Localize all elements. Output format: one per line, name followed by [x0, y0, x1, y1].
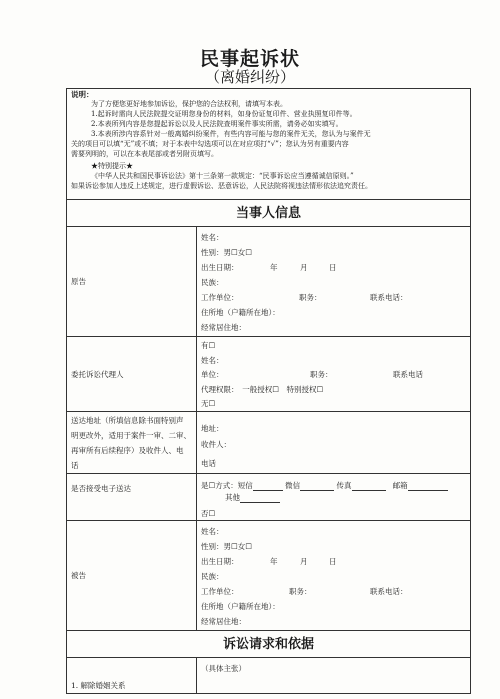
defendant-ethnicity-field[interactable]: 民族： [201, 572, 224, 581]
agent-label: 委托诉讼代理人 [71, 370, 124, 379]
service-address-label: 话 [71, 461, 79, 470]
defendant-row [67, 520, 470, 631]
plaintiff-name-field[interactable]: 姓名： [201, 233, 224, 242]
e-service-fax-label: 传真 [336, 481, 352, 490]
plaintiff-residence-field[interactable]: 经常居住地： [201, 323, 246, 332]
claim-row [67, 657, 470, 694]
instruction-item-3-cont: 需要列明的，可以在本表尾部或者另附页填写。 [71, 150, 218, 158]
other-blank[interactable] [240, 494, 280, 503]
section-party-info: 当事人信息 [67, 199, 470, 227]
plaintiff-ethnicity-field[interactable]: 民族： [201, 278, 224, 287]
document-title: 民事起诉状 [199, 48, 300, 70]
defendant-position-field[interactable]: 职务： [289, 587, 312, 596]
e-service-no-checkbox[interactable]: 否☐ [201, 509, 216, 518]
service-address-row [67, 411, 470, 474]
e-service-sms-label: 是☐方式：短信 [201, 481, 253, 490]
plaintiff-birth-field[interactable]: 出生日期： [201, 263, 239, 272]
instruction-item-3: 3.本表所涉内容系针对一般离婚纠纷案件，有些内容可能与您的案件无关，您认为与案件无 [91, 130, 371, 138]
plaintiff-work-field[interactable]: 工作单位： [201, 293, 239, 302]
e-service-other-label: 其他 [225, 493, 240, 502]
e-service-label: 是否接受电子送达 [71, 484, 131, 493]
defendant-household-field[interactable]: 住所地（户籍所在地）： [201, 602, 280, 611]
year-label: 年 [270, 263, 278, 272]
wechat-blank[interactable] [300, 482, 334, 491]
e-service-yes-option[interactable] [201, 480, 448, 491]
plaintiff-label: 原告 [71, 277, 86, 286]
e-service-row [67, 473, 470, 521]
plaintiff-phone-field[interactable]: 联系电话： [370, 293, 408, 302]
agent-unit-field[interactable]: 单位： [201, 370, 224, 379]
complaint-form [66, 88, 471, 694]
service-address-label: 送达地址（所填信息除书面特别声 [71, 416, 184, 425]
fax-blank[interactable] [352, 482, 386, 491]
special-notice-heading: ★特别提示★ [91, 162, 133, 170]
service-phone-field[interactable]: 电话 [201, 459, 216, 468]
month-label: 月 [300, 557, 308, 566]
instructions-label: 说明： [71, 90, 94, 99]
instruction-text: 为了方便您更好地参加诉讼，保护您的合法权利，请填写本表。 [91, 100, 287, 108]
month-label: 月 [300, 263, 308, 272]
defendant-birth-field[interactable]: 出生日期： [201, 557, 239, 566]
agent-authority-options[interactable]: 代理权限： 一般授权☐ 特别授权☐ [201, 385, 324, 394]
plaintiff-gender-field[interactable]: 性别：男☐女☐ [201, 248, 252, 257]
day-label: 日 [329, 557, 337, 566]
instruction-item-2: 2.本表所列内容是您提起诉讼以及人民法院查明案件事实所需，请务必如实填写。 [91, 120, 343, 128]
defendant-phone-field[interactable]: 联系电话： [370, 587, 408, 596]
instruction-item-1: 1.起诉时需向人民法院提交证明您身份的材料，如身份证复印件、营业执照复印件等。 [91, 110, 357, 118]
claim-specific-field[interactable]: （具体主张） [201, 664, 246, 673]
defendant-residence-field[interactable]: 经常居住地： [201, 617, 246, 626]
agent-no-checkbox[interactable]: 无☐ [201, 399, 216, 408]
agent-yes-checkbox[interactable]: 有☐ [201, 341, 216, 350]
section-claims: 诉讼请求和依据 [67, 630, 470, 658]
agent-position-field[interactable]: 职务： [310, 370, 333, 379]
plaintiff-position-field[interactable]: 职务： [299, 293, 322, 302]
document-subtitle: （离婚纠纷） [204, 68, 295, 86]
e-service-email-label: 邮箱 [392, 481, 408, 490]
instructions-box [67, 89, 470, 199]
agent-name-field[interactable]: 姓名： [201, 356, 224, 365]
agent-row [67, 336, 470, 412]
e-service-other-option[interactable] [225, 492, 280, 503]
e-service-wechat-label: 微信 [285, 481, 301, 490]
service-address-label: 再审所有后续程序）及收件人、电 [71, 446, 184, 455]
year-label: 年 [270, 557, 278, 566]
special-notice-text: 《中华人民共和国民事诉讼法》第十三条第一款规定：“民事诉讼应当遵循诚信原则。” [91, 172, 354, 180]
defendant-name-field[interactable]: 姓名： [201, 527, 224, 536]
service-address-field[interactable]: 地址： [201, 424, 224, 433]
claim-label: 1. 解除婚姻关系 [71, 681, 126, 690]
plaintiff-row [67, 226, 470, 337]
defendant-gender-field[interactable]: 性别：男☐女☐ [201, 542, 252, 551]
agent-phone-field[interactable]: 联系电话 [393, 370, 423, 379]
email-blank[interactable] [408, 482, 448, 491]
special-notice-text: 如果诉讼参加人违反上述规定，进行虚假诉讼、恶意诉讼，人民法院将视违法情形依法追究责任。 [71, 182, 372, 190]
day-label: 日 [329, 263, 337, 272]
defendant-work-field[interactable]: 工作单位： [201, 587, 239, 596]
instruction-item-3-cont: 关的项目可以填“无”或不填；对于本表中勾选项可以在对应项打“√”；您认为另有重要内容 [71, 140, 349, 148]
service-address-label: 明更改外，适用于案件一审、二审、 [71, 431, 191, 440]
sms-blank[interactable] [253, 482, 283, 491]
plaintiff-household-field[interactable]: 住所地（户籍所在地）： [201, 308, 280, 317]
defendant-label: 被告 [71, 571, 86, 580]
recipient-field[interactable]: 收件人： [201, 440, 231, 449]
